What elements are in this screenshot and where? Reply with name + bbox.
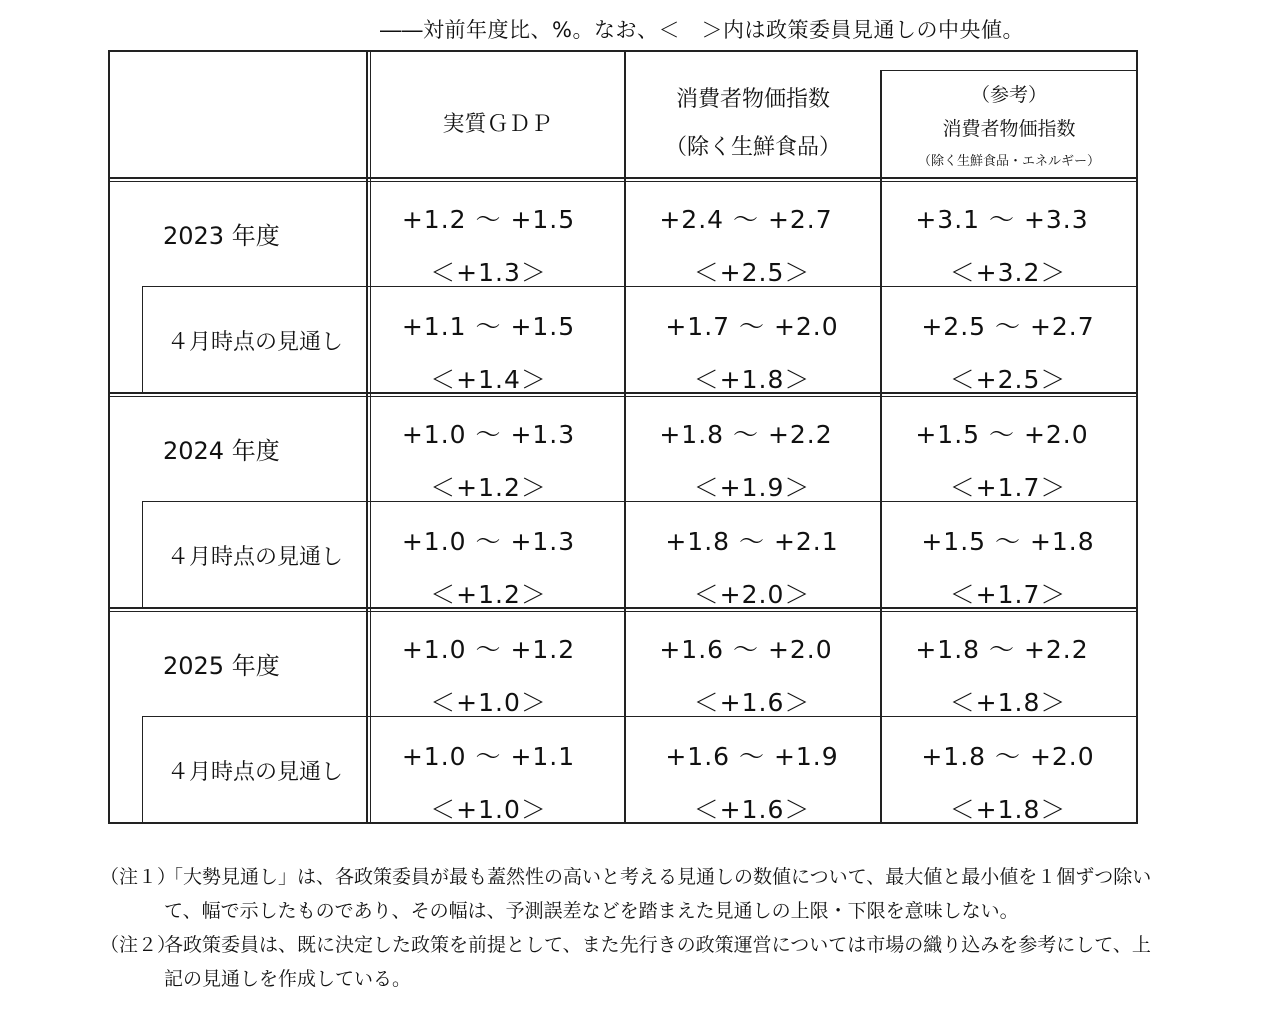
header-real-gdp: 実質ＧＤＰ bbox=[442, 112, 553, 137]
value-range: +1.8 ～ +2.2 bbox=[659, 420, 833, 449]
value-median: ＜+1.7＞ bbox=[949, 580, 1067, 609]
value-median: ＜+1.8＞ bbox=[693, 365, 811, 394]
value-range: +1.8 ～ +2.2 bbox=[915, 635, 1089, 664]
value-median: ＜+2.5＞ bbox=[693, 258, 811, 287]
footnote bbox=[100, 860, 1160, 928]
header-cpi-note: （除く生鮮食品） bbox=[664, 135, 841, 160]
value-median: ＜+1.0＞ bbox=[430, 795, 547, 824]
footnote bbox=[100, 928, 1160, 996]
value-range: +1.0 ～ +1.2 bbox=[401, 635, 576, 664]
value-range: +2.5 ～ +2.7 bbox=[921, 312, 1095, 341]
sub-row-indent bbox=[142, 501, 143, 609]
value-range: +1.1 ～ +1.5 bbox=[401, 312, 576, 341]
group-divider-double bbox=[108, 396, 1138, 397]
footnote-tag: （注１） bbox=[100, 866, 177, 888]
value-range: +1.7 ～ +2.0 bbox=[665, 312, 839, 341]
sub-row-indent bbox=[142, 286, 143, 394]
header-bottom-double bbox=[108, 181, 1138, 182]
header-bottom-border bbox=[108, 177, 1138, 179]
header-ref-label: （参考） bbox=[970, 84, 1047, 106]
value-range: +1.2 ～ +1.5 bbox=[401, 205, 576, 234]
row-label-fy2023: 2023 年度 bbox=[163, 222, 280, 250]
table-top-border bbox=[108, 50, 1138, 52]
value-median: ＜+1.7＞ bbox=[949, 473, 1067, 502]
ref-header-divider bbox=[880, 70, 1138, 71]
sub-row-label-april: ４月時点の見通し bbox=[167, 545, 344, 570]
table-left-border bbox=[108, 50, 110, 824]
value-median: ＜+1.2＞ bbox=[430, 473, 547, 502]
value-range: +1.5 ～ +2.0 bbox=[915, 420, 1089, 449]
value-range: +3.1 ～ +3.3 bbox=[915, 205, 1089, 234]
table-caption: ――対前年度比、%。なお、＜ ＞内は政策委員見通しの中央値。 bbox=[380, 18, 1024, 42]
value-range: +1.5 ～ +1.8 bbox=[921, 527, 1095, 556]
header-cpi: 消費者物価指数 bbox=[675, 87, 830, 112]
value-median: ＜+1.9＞ bbox=[693, 473, 811, 502]
row-label-fy2024: 2024 年度 bbox=[163, 437, 280, 465]
footnote-text: 各政策委員は、既に決定した政策を前提として、また先行きの政策運営については市場の織り込みを参考にして、上記の見通しを作成している。 bbox=[164, 934, 1151, 990]
footnote-tag: （注２） bbox=[100, 934, 177, 956]
group-divider-double bbox=[108, 611, 1138, 612]
value-range: +1.0 ～ +1.3 bbox=[401, 527, 576, 556]
header-ref-cpi-note: （除く生鮮食品・エネルギー） bbox=[917, 154, 1100, 169]
header-ref-cpi: 消費者物価指数 bbox=[942, 118, 1076, 140]
value-range: +1.0 ～ +1.3 bbox=[401, 420, 576, 449]
value-range: +1.8 ～ +2.1 bbox=[665, 527, 839, 556]
footnotes bbox=[100, 860, 1160, 996]
value-median: ＜+1.6＞ bbox=[693, 688, 811, 717]
value-median: ＜+2.5＞ bbox=[949, 365, 1067, 394]
value-median: ＜+1.3＞ bbox=[430, 258, 547, 287]
value-median: ＜+3.2＞ bbox=[949, 258, 1067, 287]
value-median: ＜+1.8＞ bbox=[949, 688, 1067, 717]
value-range: +2.4 ～ +2.7 bbox=[659, 205, 833, 234]
sub-row-label-april: ４月時点の見通し bbox=[167, 760, 344, 785]
value-range: +1.8 ～ +2.0 bbox=[921, 742, 1095, 771]
value-median: ＜+1.0＞ bbox=[430, 688, 547, 717]
value-range: +1.6 ～ +1.9 bbox=[665, 742, 839, 771]
sub-row-indent bbox=[142, 716, 143, 824]
column-divider bbox=[366, 50, 368, 824]
footnote-text: 「大勢見通し」は、各政策委員が最も蓋然性の高いと考える見通しの数値について、最大値と最小値を１個ずつ除いて、幅で示したものであり、その幅は、予測誤差などを踏まえた見通しの上限・下限を意味しない。 bbox=[164, 866, 1152, 922]
table-right-border bbox=[1136, 50, 1138, 824]
row-label-fy2025: 2025 年度 bbox=[163, 652, 280, 680]
value-median: ＜+1.2＞ bbox=[430, 580, 547, 609]
value-median: ＜+1.6＞ bbox=[693, 795, 811, 824]
value-median: ＜+2.0＞ bbox=[693, 580, 811, 609]
value-median: ＜+1.4＞ bbox=[430, 365, 547, 394]
value-range: +1.0 ～ +1.1 bbox=[401, 742, 576, 771]
value-median: ＜+1.8＞ bbox=[949, 795, 1067, 824]
sub-row-label-april: ４月時点の見通し bbox=[167, 330, 344, 355]
value-range: +1.6 ～ +2.0 bbox=[659, 635, 833, 664]
